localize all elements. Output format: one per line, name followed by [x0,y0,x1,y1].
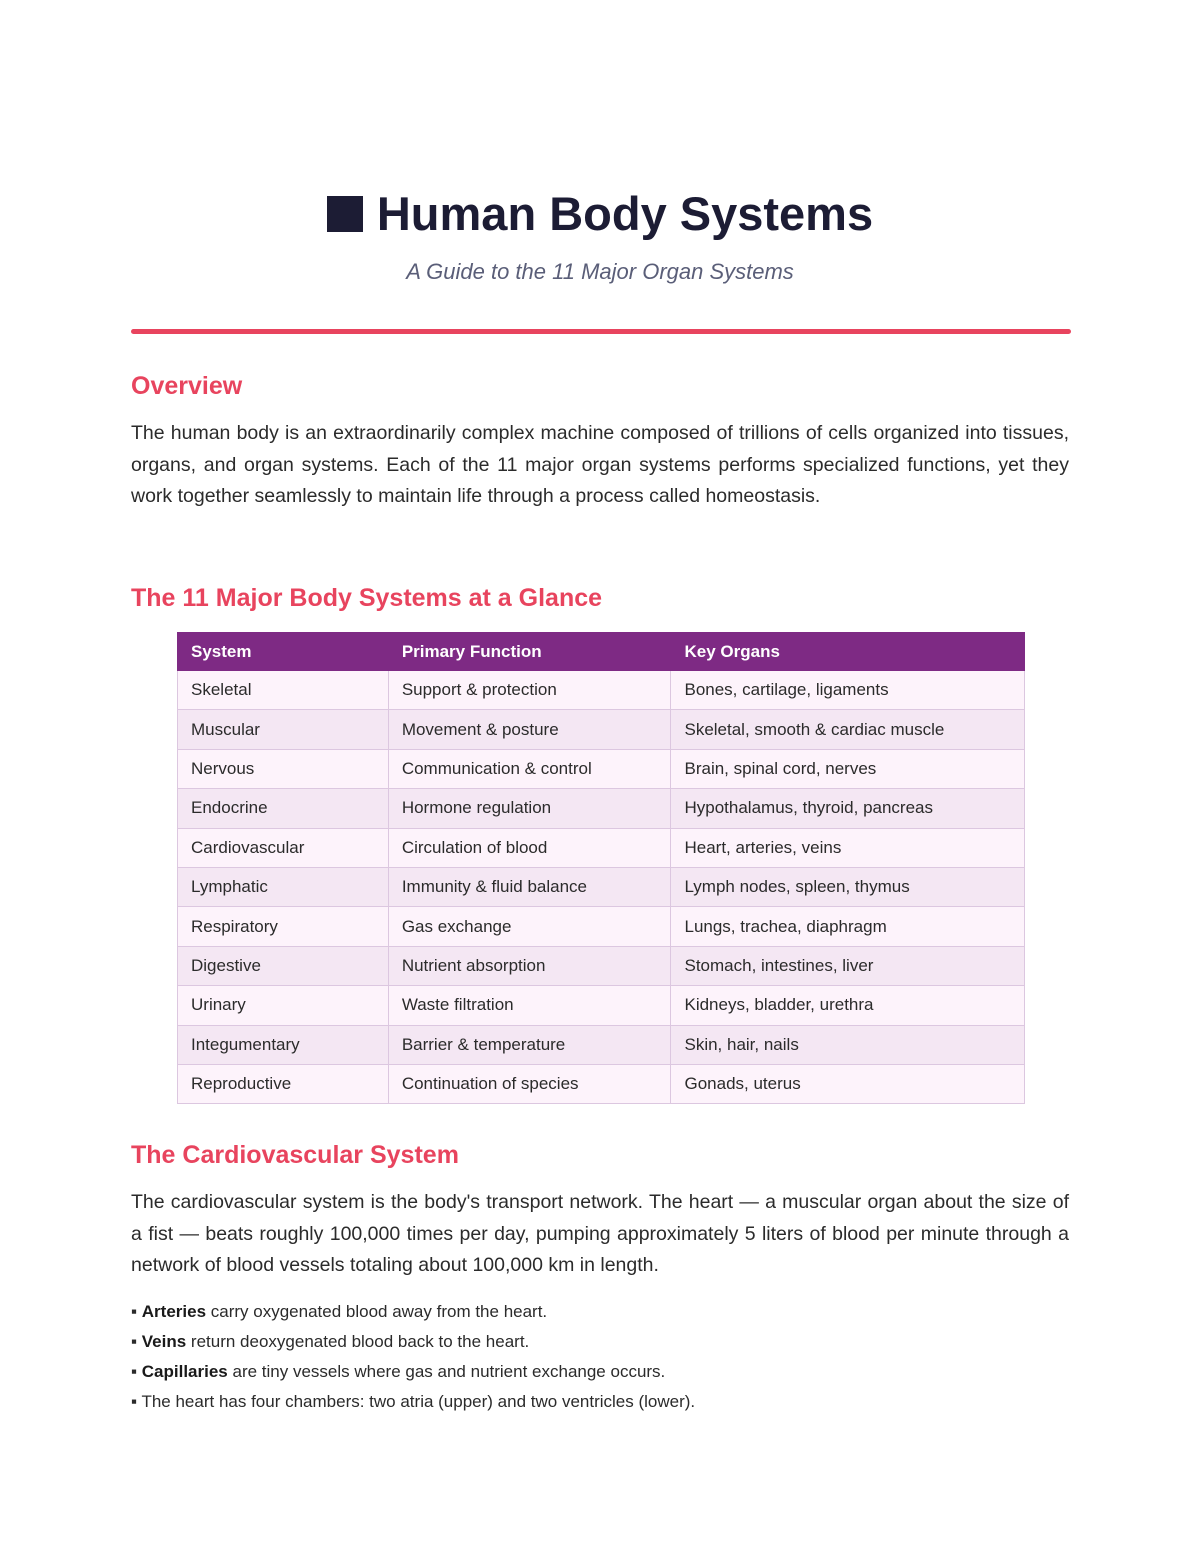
systems-table-heading: The 11 Major Body Systems at a Glance [131,584,603,612]
cell-system: Digestive [178,946,389,985]
square-bullet-icon [327,196,363,232]
table-row [178,1064,1025,1103]
bullet-marker-icon: ▪ [131,1332,138,1351]
table-row [178,907,1025,946]
cell-function: Support & protection [388,671,671,710]
cell-function: Circulation of blood [388,828,671,867]
overview-paragraph: The human body is an extraordinarily complex machine composed of trillions of cells organized into tissues, organs, and organ systems. Each of the 11 major organ systems performs specialized functions, yet they work together seamlessly to maintain life through a process called homeostasis. [131,422,1069,508]
cell-organs: Hypothalamus, thyroid, pancreas [671,789,1025,828]
bullet-marker-icon: ▪ [131,1362,138,1381]
overview-heading: Overview [131,372,243,400]
cell-function: Hormone regulation [388,789,671,828]
table-row [178,828,1025,867]
table-row [178,867,1025,906]
cell-organs: Skeletal, smooth & cardiac muscle [671,710,1025,749]
cell-system: Respiratory [178,907,389,946]
cell-system: Cardiovascular [178,828,389,867]
table-row [178,789,1025,828]
cell-organs: Bones, cartilage, ligaments [671,671,1025,710]
bullet-text: carry oxygenated blood away from the heart. [206,1302,548,1321]
table-row [178,1025,1025,1064]
bullet-marker-icon: ▪ [131,1392,138,1411]
bullet-term: Capillaries [141,1362,228,1381]
cell-function: Barrier & temperature [388,1025,671,1064]
column-header-organs: Key Organs [671,633,1025,671]
list-item [131,1327,1071,1357]
cardiovascular-bullet-list [131,1297,1071,1417]
cell-system: Integumentary [178,1025,389,1064]
cell-organs: Heart, arteries, veins [671,828,1025,867]
cell-system: Nervous [178,749,389,788]
cell-function: Continuation of species [388,1064,671,1103]
cell-function: Waste filtration [388,986,671,1025]
cell-system: Reproductive [178,1064,389,1103]
cell-system: Skeletal [178,671,389,710]
cell-organs: Stomach, intestines, liver [671,946,1025,985]
list-item [131,1297,1071,1327]
bullet-term: Veins [141,1332,187,1351]
table-header-row [178,633,1025,671]
cell-organs: Lymph nodes, spleen, thymus [671,867,1025,906]
cell-system: Lymphatic [178,867,389,906]
cardiovascular-heading: The Cardiovascular System [131,1141,459,1169]
table-row [178,710,1025,749]
cell-organs: Brain, spinal cord, nerves [671,749,1025,788]
bullet-text: return deoxygenated blood back to the heart. [186,1332,530,1351]
cell-function: Movement & posture [388,710,671,749]
list-item [131,1357,1071,1387]
bullet-text: are tiny vessels where gas and nutrient exchange occurs. [227,1362,666,1381]
cardiovascular-paragraph: The cardiovascular system is the body's transport network. The heart — a muscular organ about the size of a fist — beats roughly 100,000 times per day, pumping approximately 5 liters of blood per minute through a network of blood vessels totaling about 100,000 km in length. [131,1191,1069,1277]
cell-organs: Kidneys, bladder, urethra [671,986,1025,1025]
document-title-text: Human Body Systems [376,187,874,240]
cell-function: Communication & control [388,749,671,788]
header-divider [131,329,1071,334]
column-header-system: System [178,633,389,671]
bullet-term: Arteries [141,1302,207,1321]
bullet-text: The heart has four chambers: two atria (upper) and two ventricles (lower). [141,1392,696,1411]
table-row [178,671,1025,710]
cell-system: Muscular [178,710,389,749]
list-item [131,1387,1071,1417]
cell-system: Endocrine [178,789,389,828]
cell-organs: Lungs, trachea, diaphragm [671,907,1025,946]
cell-function: Gas exchange [388,907,671,946]
cell-organs: Skin, hair, nails [671,1025,1025,1064]
table-row [178,946,1025,985]
cell-organs: Gonads, uterus [671,1064,1025,1103]
cell-function: Nutrient absorption [388,946,671,985]
document-subtitle: A Guide to the 11 Major Organ Systems [406,259,794,284]
cell-system: Urinary [178,986,389,1025]
cell-function: Immunity & fluid balance [388,867,671,906]
table-row [178,749,1025,788]
document-title [0,186,1200,242]
column-header-function: Primary Function [388,633,671,671]
table-row [178,986,1025,1025]
body-systems-table [177,632,1025,1104]
bullet-marker-icon: ▪ [131,1302,138,1321]
